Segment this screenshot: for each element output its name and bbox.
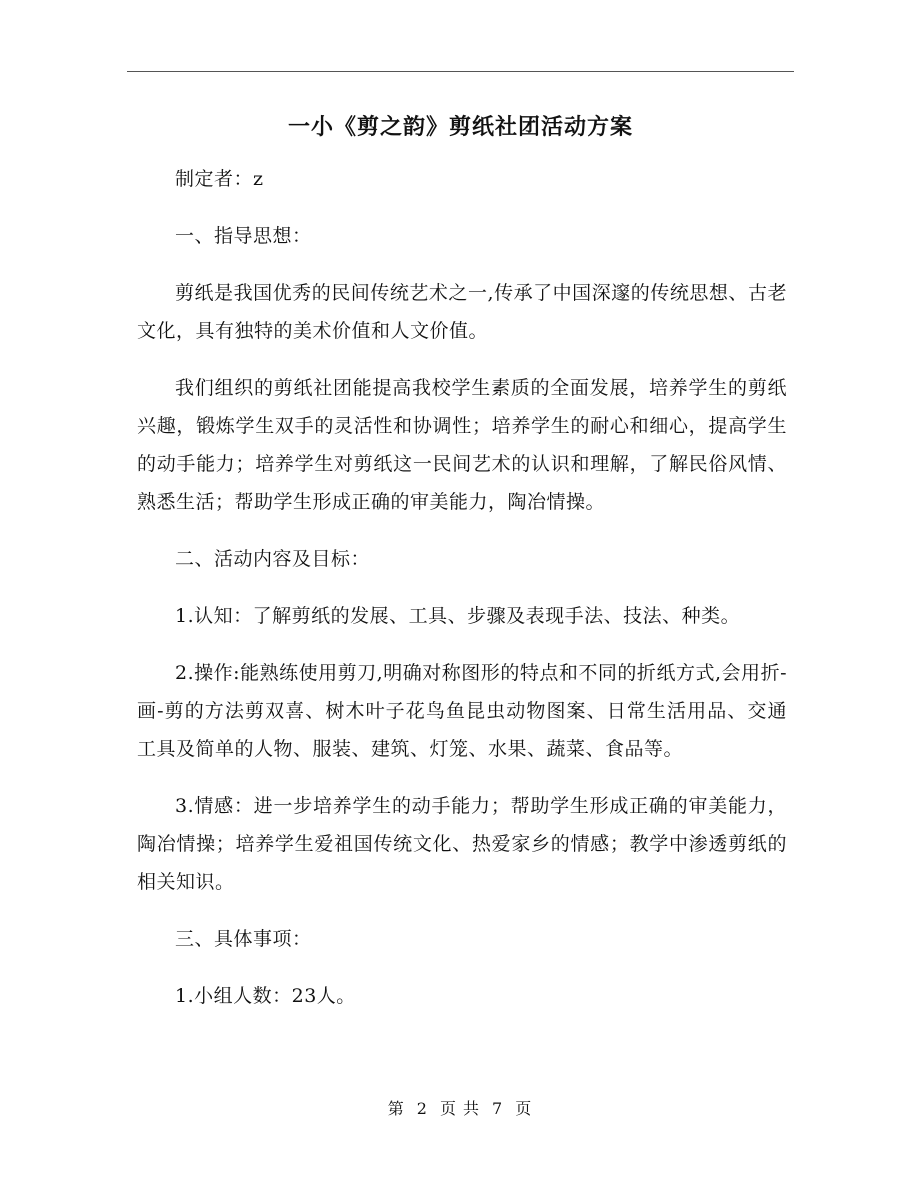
page-footer — [0, 1096, 920, 1119]
section-heading-details: 三、具体事项： — [175, 928, 312, 950]
section-heading-guiding-thought: 一、指导思想： — [175, 225, 312, 247]
page-label-mid: 页 共 — [439, 1099, 481, 1118]
author-line: 制定者：z — [175, 168, 264, 190]
list-item-cognition: 1.认知：了解剪纸的发展、工具、步骤及表现手法、技法、种类。 — [175, 605, 741, 627]
header-rule — [127, 71, 794, 72]
list-item-emotion: 3.情感：进一步培养学生的动手能力；帮助学生形成正确的审美能力，陶冶情操；培养学生爱祖国传统文化、热爱家乡的情感；教学中渗透剪纸的相关知识。 — [137, 795, 787, 893]
paragraph-purpose: 我们组织的剪纸社团能提高我校学生素质的全面发展，培养学生的剪纸兴趣，锻炼学生双手的灵活性和协调性；培养学生的耐心和细心，提高学生的动手能力；培养学生对剪纸这一民间艺术的认识和理解，了解民俗风情、熟悉生活；帮助学生形成正确的审美能力，陶冶情操。 — [137, 377, 787, 513]
paragraph-intro: 剪纸是我国优秀的民间传统艺术之一,传承了中国深邃的传统思想、古老文化，具有独特的美术价值和人文价值。 — [137, 282, 787, 342]
current-page-number: 2 — [416, 1099, 428, 1118]
list-item-operation: 2.操作:能熟练使用剪刀,明确对称图形的特点和不同的折纸方式,会用折-画-剪的方法剪双喜、树木叶子花鸟鱼昆虫动物图案、日常生活用品、交通工具及简单的人物、服装、建筑、灯笼、水果、蔬菜、食品等。 — [137, 662, 787, 760]
document-title: 一小《剪之韵》剪纸社团活动方案 — [287, 114, 633, 140]
page-label-prefix: 第 — [387, 1099, 405, 1118]
page-label-suffix: 页 — [515, 1099, 533, 1118]
list-item-group-size: 1.小组人数：23人。 — [175, 985, 356, 1007]
total-pages-number: 7 — [492, 1099, 504, 1118]
section-heading-activity-goals: 二、活动内容及目标： — [175, 548, 371, 570]
document-body — [137, 160, 787, 1034]
